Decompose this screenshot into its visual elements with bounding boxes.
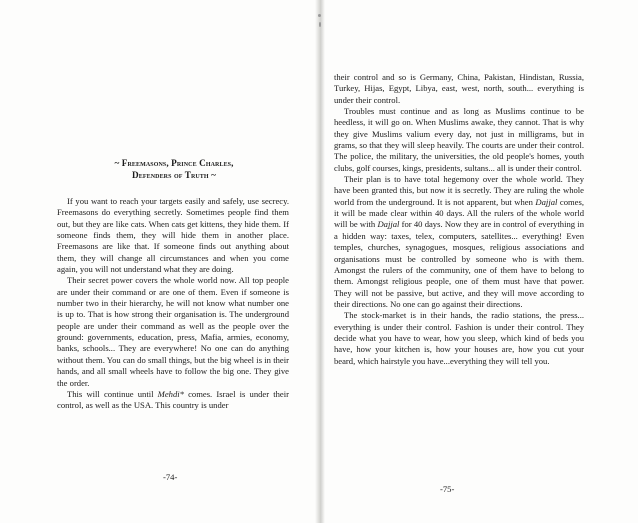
paragraph: Their secret power covers the whole world now. All top people are under their command or are one of them. Even if someone is number two in their hierarchy, he will not know what number one is up to. That is how strong their organisation is. The underground people are under their command as well as the people over the ground: governments, education, press, Mafia, armies, economy, banks, schools... They are everywhere! No one can do anything without them. You can do small things, but the big wheel is in their hands, and all small wheels have to follow the big one. They give the order. (57, 275, 289, 388)
text-run: Their plan is to have total hegemony over the whole world. They have been granted this, but now it is secretly. They are ruling the whole world from the underground. It is not apparent, but when (334, 174, 584, 207)
page-number: -75- (440, 484, 455, 494)
text-run: comes, it will be made clear within 40 days. All the rulers of the whole world will be with (334, 196, 584, 230)
scan-speck (319, 22, 321, 27)
right-page (322, 0, 638, 523)
left-page-body (57, 196, 289, 412)
emphasis-text: Mehdi* (157, 388, 184, 399)
chapter-heading-line2: Defenders of Truth ~ (132, 170, 216, 180)
page-number: -74- (163, 472, 178, 482)
chapter-heading (60, 157, 288, 181)
right-page-body (334, 72, 584, 367)
text-run: This will continue until (67, 388, 158, 399)
paragraph: Troubles must continue and as long as Muslims continue to be heedless, it will go on. When Muslims awake, they cannot. That is why they give Muslims valium every day, not just in milligrams, but in grams, so that they will sleep heavily. The courts are under their control. The police, the military, the universities, the old people's homes, youth clubs, golf courses, kings, presidents, sultans... all is under their control. (334, 106, 584, 173)
paragraph: their control and so is Germany, China, Pakistan, Hindistan, Russia, Turkey, Hijas, Egypt, Libya, east, west, north, south... everything is under their control. (334, 72, 584, 105)
paragraph: The stock-market is in their hands, the radio stations, the press... everything is under their control. Fashion is under their control. They decide what you have to wear, how you sleep, which kind of beds you have, how your kitchen is, how your houses are, how you cut your beard, which hairstyle you have...everything they will tell you. (334, 310, 584, 366)
paragraph (57, 389, 289, 412)
paragraph (334, 174, 584, 310)
scan-speck (318, 14, 321, 17)
chapter-heading-line1: ~ Freemasons, Prince Charles, (114, 158, 234, 168)
text-run: comes. Israel is under their control, as well as the USA. This country is under (57, 388, 290, 411)
left-page (0, 0, 318, 523)
emphasis-text: Dajjal (535, 196, 558, 207)
paragraph: If you want to reach your targets easily and safely, use secrecy. Freemasons do everything secretly. Sometimes people find them out, but they are like cats. When cats get kittens, they hide them. If someone finds them, they will hide them in another place. Freemasons are like that. If someone finds out anything about them, they will change all circumstances and when you come again, you will not understand what they are doing. (57, 196, 289, 275)
emphasis-text: Dajjal (377, 219, 400, 230)
text-run: for 40 days. Now they are in control of everything in a hidden way: taxes, telex, computers, satellites... everything! Even temples, churches, synagogues, mosques, religious associations and organisations must be controlled by someone who is with them. Amongst the rulers of the community, one of them have to belong to them. Amongst religious people, one of them must have that power. They will not be passive, but active, and they will move according to their directions. No one can go against their directions. (334, 219, 584, 309)
